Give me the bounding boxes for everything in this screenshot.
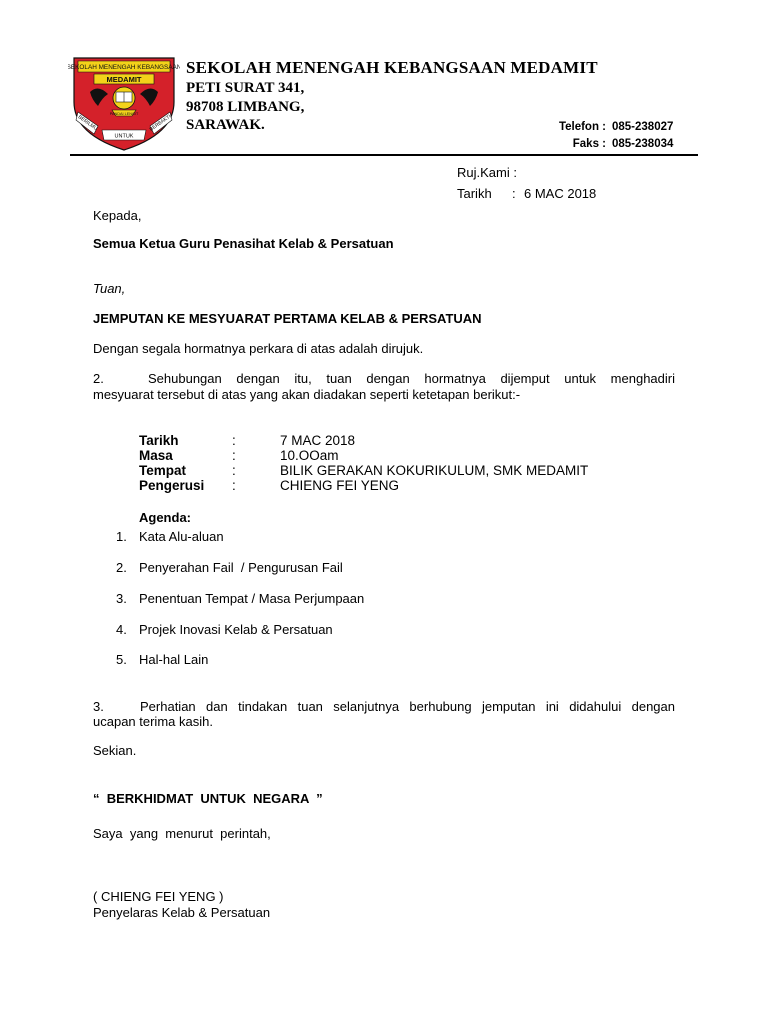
svg-text:BERBAKTI: BERBAKTI bbox=[148, 113, 173, 133]
detail-colon: : bbox=[232, 463, 236, 478]
paragraph-2-line-2: mesyuarat tersebut di atas yang akan diadakan seperti ketetapan berikut:- bbox=[93, 387, 521, 402]
school-crest-icon bbox=[68, 52, 180, 152]
detail-value-tarikh: 7 MAC 2018 bbox=[280, 433, 356, 448]
detail-colon: : bbox=[232, 478, 236, 493]
school-name: SEKOLAH MENENGAH KEBANGSAAN MEDAMIT bbox=[186, 58, 598, 77]
faks-value: 085-238034 bbox=[612, 138, 674, 150]
closing: Sekian. bbox=[93, 743, 137, 758]
header-divider bbox=[70, 154, 698, 156]
tarikh-value: 6 MAC 2018 bbox=[524, 186, 597, 201]
detail-value-masa: 10.OOam bbox=[280, 448, 339, 463]
recipient-name: Semua Ketua Guru Penasihat Kelab & Persatuan bbox=[93, 236, 394, 251]
paragraph-3-line-2: ucapan terima kasih. bbox=[93, 714, 213, 729]
agenda-item: Hal-hal Lain bbox=[139, 652, 209, 667]
detail-value-pengerusi: CHIENG FEI YENG bbox=[280, 478, 400, 493]
saya-menurut-perintah: Saya yang menurut perintah, bbox=[93, 826, 271, 841]
address-line-3: SARAWAK. bbox=[186, 117, 265, 133]
tarikh-label: Tarikh bbox=[457, 186, 492, 201]
telefon-label: Telefon : bbox=[558, 121, 606, 133]
paragraph-2-line-1: Sehubungan dengan itu, tuan dengan hormatnya dijemput untuk menghadiri bbox=[148, 371, 675, 386]
motto: “ BERKHIDMAT UNTUK NEGARA ” bbox=[93, 791, 323, 806]
detail-label-tempat: Tempat bbox=[139, 463, 187, 478]
detail-label-masa: Masa bbox=[139, 448, 173, 463]
tarikh-colon: : bbox=[512, 186, 516, 201]
logo-banner-text: MEDAMIT bbox=[106, 75, 142, 84]
kepada-label: Kepada, bbox=[93, 208, 142, 223]
svg-text:PANDAI LENGIT: PANDAI LENGIT bbox=[109, 112, 139, 116]
detail-label-tarikh: Tarikh bbox=[139, 433, 179, 448]
signature-title: Penyelaras Kelab & Persatuan bbox=[93, 905, 271, 920]
salutation: Tuan, bbox=[93, 281, 126, 296]
faks-label: Faks : bbox=[572, 138, 606, 150]
svg-text:UNTUK: UNTUK bbox=[114, 133, 134, 140]
agenda-item-number: 2. bbox=[116, 560, 127, 575]
detail-colon: : bbox=[232, 448, 236, 463]
ruj-kami-label: Ruj.Kami : bbox=[457, 165, 517, 180]
address-line-1: PETI SURAT 341, bbox=[186, 80, 305, 96]
agenda-item: Projek Inovasi Kelab & Persatuan bbox=[139, 622, 333, 637]
address-line-2: 98708 LIMBANG, bbox=[186, 99, 305, 115]
logo-top-text: SEKOLAH MENENGAH KEBANGSAAN bbox=[68, 64, 180, 71]
agenda-item-number: 4. bbox=[116, 622, 127, 637]
agenda-item: Penyerahan Fail / Pengurusan Fail bbox=[139, 560, 343, 575]
detail-label-pengerusi: Pengerusi bbox=[139, 478, 205, 493]
agenda-title: Agenda: bbox=[139, 510, 191, 525]
paragraph-3-line-1: Perhatian dan tindakan tuan selanjutnya berhubung jemputan ini didahului dengan bbox=[140, 699, 675, 714]
letter-subject: JEMPUTAN KE MESYUARAT PERTAMA KELAB & PERSATUAN bbox=[93, 311, 482, 326]
telefon-value: 085-238027 bbox=[612, 121, 674, 133]
detail-value-tempat: BILIK GERAKAN KOKURIKULUM, SMK MEDAMIT bbox=[280, 463, 589, 478]
paragraph-3-number: 3. bbox=[93, 699, 104, 714]
signature-name: ( CHIENG FEI YENG ) bbox=[93, 889, 224, 904]
agenda-item: Kata Alu-aluan bbox=[139, 529, 224, 544]
svg-text:BERILMU: BERILMU bbox=[76, 114, 99, 133]
detail-colon: : bbox=[232, 433, 236, 448]
paragraph-1: Dengan segala hormatnya perkara di atas adalah dirujuk. bbox=[93, 341, 424, 356]
agenda-item-number: 5. bbox=[116, 652, 127, 667]
agenda-item-number: 1. bbox=[116, 529, 127, 544]
school-logo bbox=[68, 52, 180, 152]
paragraph-2-number: 2. bbox=[93, 371, 104, 386]
agenda-item-number: 3. bbox=[116, 591, 127, 606]
agenda-item: Penentuan Tempat / Masa Perjumpaan bbox=[139, 591, 365, 606]
